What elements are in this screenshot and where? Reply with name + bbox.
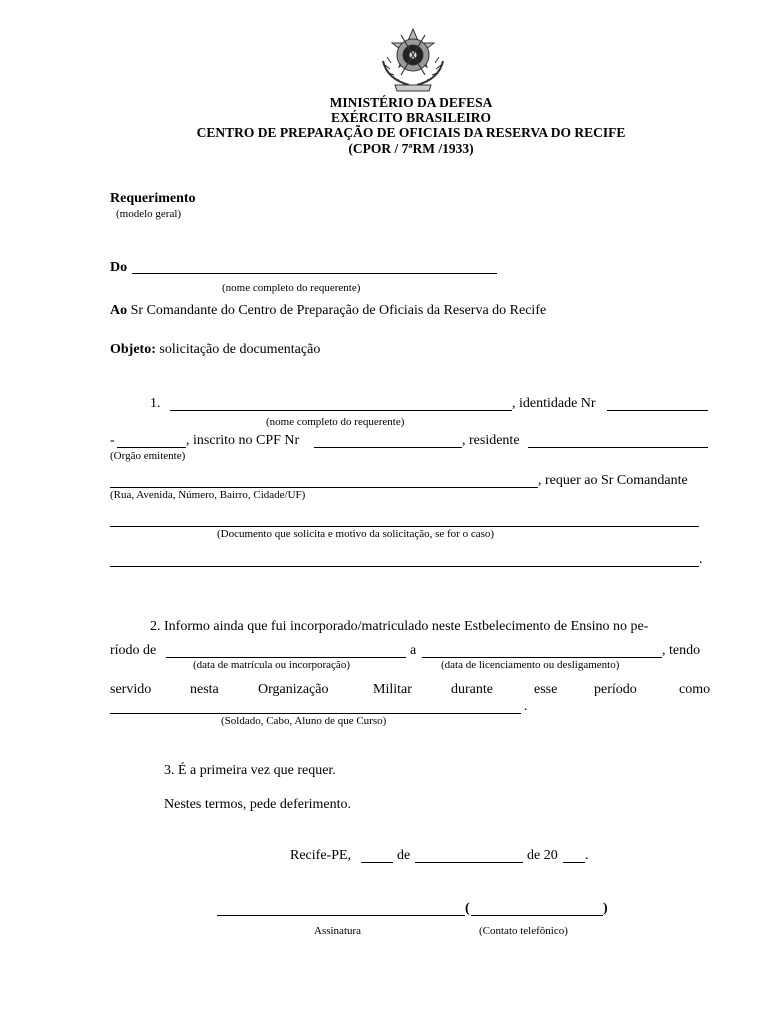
- header-center: CENTRO DE PREPARAÇÃO DE OFICIAIS DA RESERVA DO RECIFE: [196, 125, 626, 140]
- to-line: [110, 303, 546, 319]
- date-day-field[interactable]: [361, 862, 393, 863]
- from-label: Do: [110, 260, 128, 275]
- from-hint: (nome completo do requerente): [222, 282, 361, 294]
- item2-text: 2. Informo ainda que fui incorporado/matriculado neste Estbelecimento de Ensino no pe-: [150, 619, 649, 634]
- item1-organ-hint: (Orgão emitente): [110, 450, 186, 462]
- item1-identity-label: , identidade Nr: [512, 396, 596, 411]
- contact-label: (Contato telefônico): [479, 925, 568, 937]
- object-label: Objeto:: [110, 342, 156, 357]
- item2-end: .: [524, 699, 528, 714]
- signature-field[interactable]: [217, 915, 465, 916]
- signature-label: Assinatura: [314, 925, 362, 937]
- item2-rank-hint: (Soldado, Cabo, Aluno de que Curso): [221, 715, 387, 727]
- item1-name-field[interactable]: [170, 410, 512, 411]
- item1-address-field[interactable]: [110, 487, 538, 488]
- date-year-field[interactable]: [563, 862, 585, 863]
- item2-a-label: a: [410, 643, 417, 658]
- item1-end: .: [699, 552, 703, 567]
- header-ministry: MINISTÉRIO DA DEFESA: [329, 95, 493, 110]
- item2-word-2: nesta: [190, 682, 219, 697]
- contact-open-paren: (: [465, 901, 470, 916]
- closing-text: Nestes termos, pede deferimento.: [164, 797, 351, 812]
- item2-word-1: servido: [110, 682, 152, 697]
- date-end: .: [585, 848, 589, 863]
- date-month-field[interactable]: [415, 862, 523, 863]
- item2-period-label: ríodo de: [110, 643, 157, 658]
- item1-address-hint: (Rua, Avenida, Número, Bairro, Cidade/UF): [110, 489, 306, 501]
- item2-start-field[interactable]: [166, 657, 406, 658]
- item1-resident-field[interactable]: [528, 447, 708, 448]
- item2-word-7: período: [594, 682, 637, 697]
- object-line: [110, 342, 320, 358]
- item1-cpf-label: , inscrito no CPF Nr: [186, 433, 300, 448]
- date-city: Recife-PE,: [290, 848, 352, 863]
- item2-end-hint: (data de licenciamento ou desligamento): [441, 659, 620, 671]
- item1-number: 1.: [150, 396, 161, 411]
- item2-word-6: esse: [534, 682, 558, 697]
- item1-resident-label: , residente: [462, 433, 520, 448]
- to-text: Sr Comandante do Centro de Preparação de Oficiais da Reserva do Recife: [130, 303, 547, 318]
- object-text: solicitação de documentação: [159, 342, 321, 357]
- item1-requests-label: , requer ao Sr Comandante: [538, 473, 688, 488]
- document-subtitle: (modelo geral): [116, 208, 182, 220]
- item1-cpf-prefix: -: [110, 433, 115, 448]
- item2-end-field[interactable]: [422, 657, 662, 658]
- item1-organ-field[interactable]: [117, 447, 186, 448]
- to-label: Ao: [110, 303, 128, 318]
- item2-tendo-label: , tendo: [662, 643, 701, 658]
- header-army: EXÉRCITO BRASILEIRO: [331, 110, 491, 125]
- item1-document-field[interactable]: [110, 526, 699, 527]
- contact-field[interactable]: [471, 915, 603, 916]
- item1-document-field-2[interactable]: [110, 566, 699, 567]
- item2-word-4: Militar: [373, 682, 412, 697]
- header-cpor: (CPOR / 7ªRM /1933): [348, 141, 474, 156]
- item2-word-5: durante: [451, 682, 493, 697]
- date-de-2: de 20: [527, 848, 558, 863]
- item1-name-hint: (nome completo do requerente): [266, 416, 405, 428]
- from-name-field[interactable]: [132, 273, 497, 274]
- item2-word-8: como: [679, 682, 711, 697]
- contact-close-paren: ): [603, 901, 608, 916]
- item2-start-hint: (data de matrícula ou incorporação): [193, 659, 350, 671]
- item3-text: 3. É a primeira vez que requer.: [164, 763, 336, 778]
- item1-document-hint: (Documento que solicita e motivo da solicitação, se for o caso): [217, 528, 495, 540]
- date-de-1: de: [397, 848, 411, 863]
- item1-identity-field[interactable]: [607, 410, 708, 411]
- item2-word-3: Organização: [258, 682, 329, 697]
- item1-cpf-field[interactable]: [314, 447, 462, 448]
- coat-of-arms-emblem: [373, 27, 453, 93]
- document-title: Requerimento: [110, 191, 196, 206]
- item2-rank-field[interactable]: [110, 713, 521, 714]
